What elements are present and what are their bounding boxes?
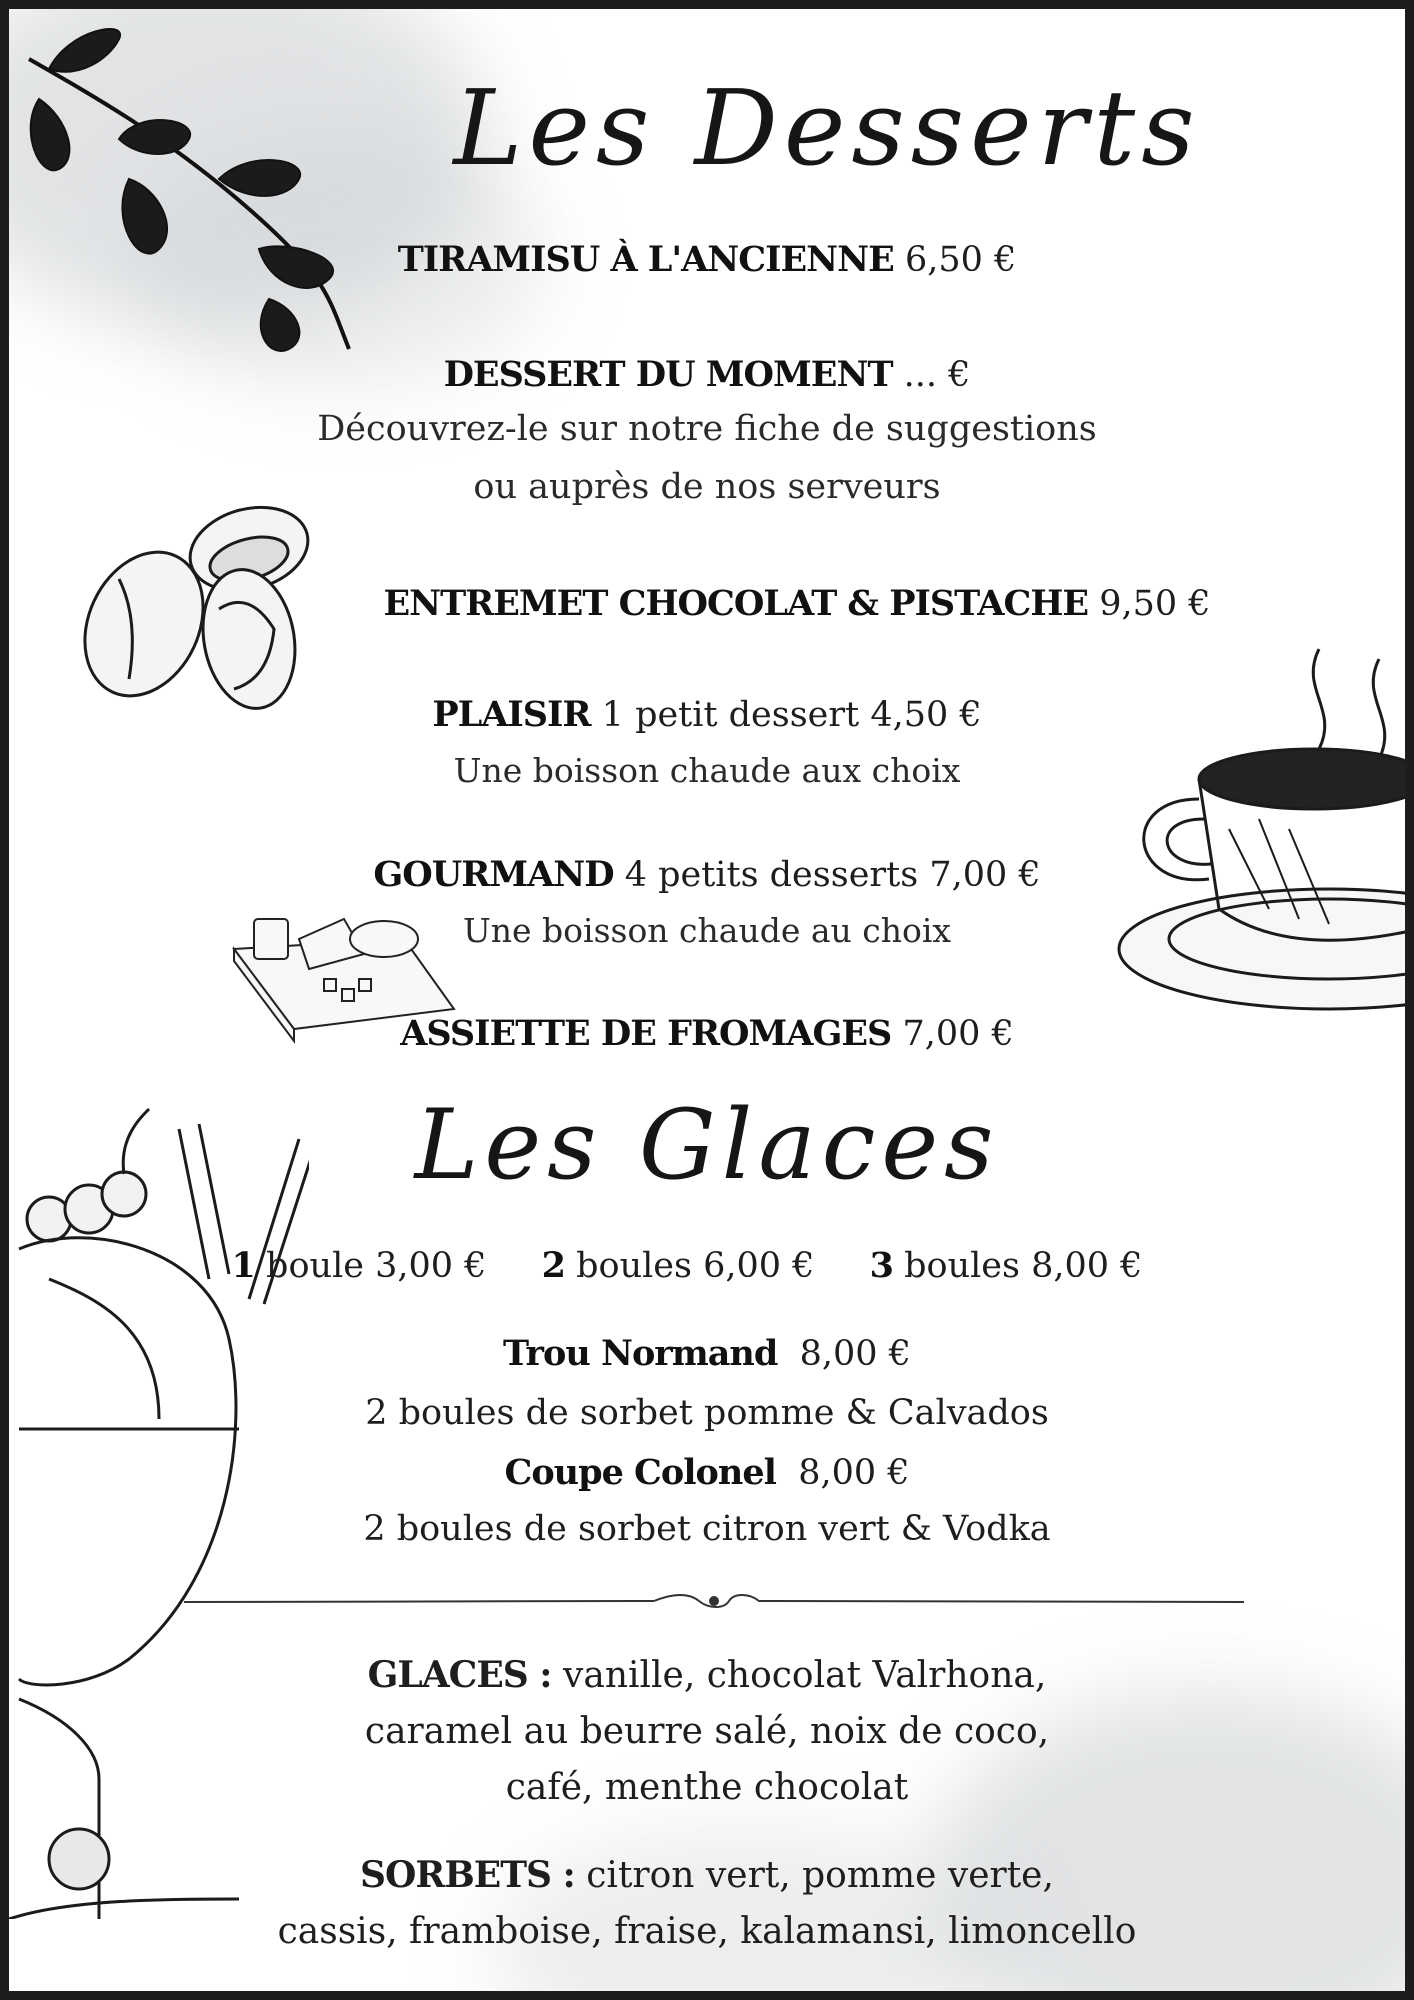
dessert-price: 9,50 € — [1099, 584, 1211, 624]
glaces-label: GLACES : — [367, 1654, 552, 1696]
menu-page — [9, 9, 1405, 1991]
sorbets-label: SORBETS : — [360, 1854, 575, 1896]
dessert-desc: Une boisson chaude au choix — [462, 911, 952, 950]
scoop-option: 2 boules 6,00 € — [541, 1245, 815, 1286]
dessert-item — [99, 583, 1405, 624]
dessert-name: PLAISIR — [432, 694, 591, 735]
dessert-item — [9, 854, 1405, 895]
sorbets-list: SORBETS : citron vert, pomme verte, cassis, framboise, fraise, kalamansi, limoncello — [277, 1854, 1137, 1952]
dessert-price: 7,00 € — [929, 855, 1041, 895]
special-desc: 2 boules de sorbet citron vert & Vodka — [363, 1509, 1051, 1549]
dessert-desc: Découvrez-le sur notre fiche de suggestions — [317, 409, 1097, 449]
dessert-desc: Une boisson chaude aux choix — [453, 751, 961, 790]
dessert-item — [9, 1013, 1405, 1054]
dessert-price: 7,00 € — [902, 1014, 1014, 1054]
leaf-branch-icon — [9, 9, 369, 369]
glaces-list: GLACES : vanille, chocolat Valrhona, caramel au beurre salé, noix de coco, café, menthe chocolat — [364, 1654, 1050, 1808]
dessert-detail: 4 petits desserts — [624, 855, 919, 895]
dessert-item — [9, 239, 1405, 280]
dessert-price: 4,50 € — [870, 695, 982, 735]
special-name: Trou Normand — [503, 1333, 778, 1374]
scoop-prices — [9, 1245, 1385, 1286]
scoop-option: 3 boules 8,00 € — [869, 1245, 1143, 1286]
special-item — [9, 1333, 1405, 1374]
dessert-desc: ou auprès de nos serveurs — [473, 467, 941, 507]
dessert-detail: 1 petit dessert — [601, 695, 860, 735]
special-item — [9, 1452, 1405, 1493]
dessert-item — [9, 354, 1405, 395]
glaces-title: Les Glaces — [414, 1089, 1000, 1201]
special-desc: 2 boules de sorbet pomme & Calvados — [365, 1393, 1049, 1433]
dessert-name: GOURMAND — [373, 854, 614, 895]
dessert-name: TIRAMISU À L'ANCIENNE — [397, 239, 894, 280]
special-name: Coupe Colonel — [504, 1452, 776, 1493]
desserts-title: Les Desserts — [453, 67, 1201, 189]
dessert-name: ENTREMET CHOCOLAT & PISTACHE — [383, 583, 1089, 624]
special-price: 8,00 € — [799, 1334, 911, 1374]
ornament-divider-icon — [184, 1587, 1244, 1617]
dessert-price: 6,50 € — [904, 240, 1017, 280]
dessert-name: DESSERT DU MOMENT — [443, 354, 893, 395]
dessert-price: ... € — [903, 355, 971, 395]
dessert-item — [9, 694, 1405, 735]
special-price: 8,00 € — [798, 1453, 910, 1493]
scoop-option: 1 boule 3,00 € — [231, 1245, 487, 1286]
dessert-name: ASSIETTE DE FROMAGES — [400, 1013, 892, 1054]
